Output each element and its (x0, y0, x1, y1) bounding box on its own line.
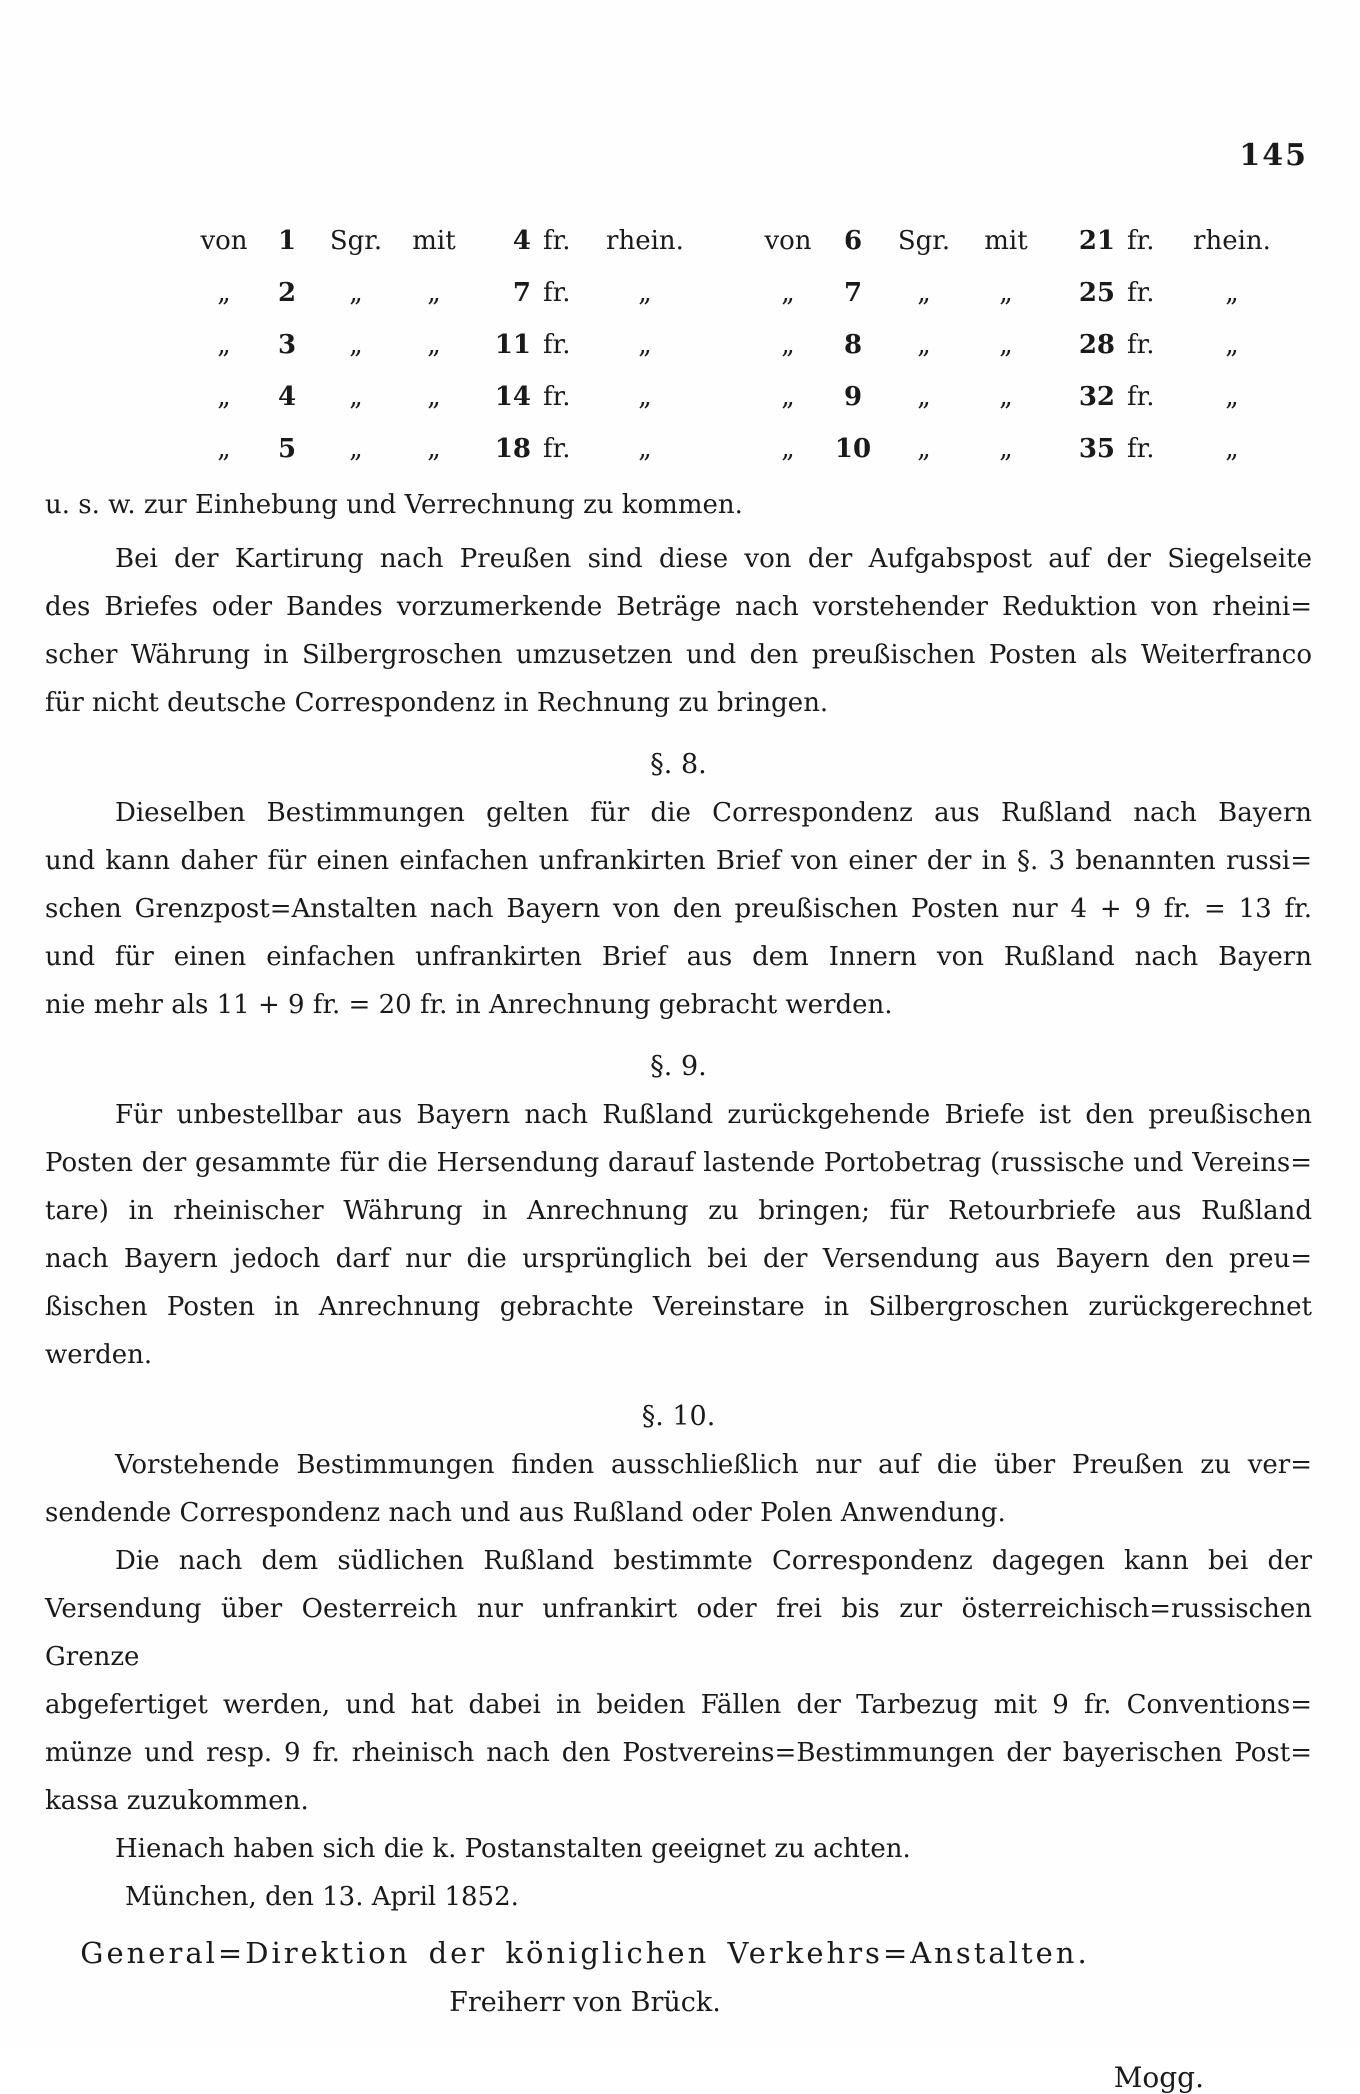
section-8-paragraph (45, 789, 1312, 1029)
table-cell: 11 (494, 330, 531, 360)
table-cell: „ (217, 382, 231, 412)
text-line: Posten der gesammte für die Hersendung darauf lastende Portobetrag (russische und Vereins= (45, 1148, 1312, 1178)
table-cell: 6 (843, 226, 863, 256)
text-line: und kann daher für einen einfachen unfrankirten Brief von einer der in §. 3 benannten russi= (45, 846, 1312, 876)
table-row (193, 267, 697, 319)
table-cell: 28 (1078, 330, 1115, 360)
closing-block (45, 1825, 1312, 1921)
text-line: für nicht deutsche Correspondenz in Rechnung zu bringen. (45, 688, 829, 718)
text-line: nie mehr als 11 + 9 fr. = 20 fr. in Anrechnung gebracht werden. (45, 990, 893, 1020)
table-cell: 35 (1078, 434, 1115, 464)
text-line: scher Währung in Silbergroschen umzusetzen und den preußischen Posten als Weiterfranco (45, 640, 1312, 670)
table-cell: „ (427, 434, 441, 464)
table-cell: „ (999, 330, 1013, 360)
table-cell: fr. (1127, 434, 1155, 464)
table-row (193, 319, 697, 371)
table-cell: von (200, 226, 248, 256)
table-cell: „ (781, 278, 795, 308)
text-line: Vorstehende Bestimmungen finden ausschließlich nur auf die über Preußen zu ver= (115, 1450, 1312, 1480)
table-cell: fr. (1127, 330, 1155, 360)
table-cell: „ (638, 330, 652, 360)
table-cell: 4 (277, 382, 297, 412)
table-row (193, 423, 697, 475)
table-cell: mit (412, 226, 456, 256)
authority-line: General=Direktion der königlichen Verkehrs=Anstalten. (80, 1936, 1090, 1970)
table-cell: 21 (1078, 226, 1115, 256)
table-row (757, 319, 1287, 371)
section-10 (45, 1393, 1312, 1825)
table-cell: mit (984, 226, 1028, 256)
table-cell: „ (1225, 278, 1239, 308)
table-cell: rhein. (606, 226, 684, 256)
table-cell: „ (349, 330, 363, 360)
table-row (757, 423, 1287, 475)
table-cell: „ (349, 278, 363, 308)
text-line: und für einen einfachen unfrankirten Brief aus dem Innern von Rußland nach Bayern (45, 942, 1312, 972)
section-10-heading: §. 10. (641, 1401, 716, 1432)
section-10-paragraph-1 (45, 1441, 1312, 1537)
text-line: Bei der Kartirung nach Preußen sind diese von der Aufgabspost auf der Siegelseite (115, 544, 1312, 574)
table-cell: „ (638, 278, 652, 308)
table-cell: „ (638, 382, 652, 412)
table-cell: 8 (843, 330, 863, 360)
table-cell: rhein. (1193, 226, 1271, 256)
table-cell: „ (217, 434, 231, 464)
table-cell: „ (917, 434, 931, 464)
table-cell: 7 (512, 278, 531, 308)
table-cell: „ (1225, 382, 1239, 412)
table-cell: fr. (1127, 226, 1155, 256)
text-line: schen Grenzpost=Anstalten nach Bayern von den preußischen Posten nur 4 + 9 fr. = 13 fr. (45, 894, 1312, 924)
table-cell: 18 (494, 434, 531, 464)
text-line: Dieselben Bestimmungen gelten für die Correspondenz aus Rußland nach Bayern (115, 798, 1312, 828)
table-cell: „ (999, 434, 1013, 464)
table-cell: 4 (512, 226, 531, 256)
text-line: ßischen Posten in Anrechnung gebrachte Vereinstare in Silbergroschen zurückgerechnet (45, 1292, 1312, 1322)
table-cell: fr. (543, 226, 571, 256)
table-cell: 9 (843, 382, 863, 412)
table-cell: „ (1225, 330, 1239, 360)
table-cell: von (764, 226, 812, 256)
signature-block (45, 1927, 1125, 2027)
section-9 (45, 1043, 1312, 1379)
table-cell: „ (917, 278, 931, 308)
table-cell: „ (917, 330, 931, 360)
table-row (757, 371, 1287, 423)
signer-line: Freiherr von Brück. (449, 1987, 721, 2018)
text-line: des Briefes oder Bandes vorzumerkende Beträge nach vorstehender Reduktion von rheini= (45, 592, 1312, 622)
table-cell: „ (917, 382, 931, 412)
table-cell: Sgr. (329, 226, 383, 256)
table-cell: 2 (277, 278, 297, 308)
page-number: 145 (1239, 138, 1308, 173)
table-cell: 7 (843, 278, 863, 308)
table-cell: „ (638, 434, 652, 464)
table-cell: „ (217, 330, 231, 360)
table-cell: „ (781, 382, 795, 412)
table-cell: 25 (1078, 278, 1115, 308)
table-cell: „ (999, 278, 1013, 308)
table-continuation-line: u. s. w. zur Einhebung und Verrechnung zu kommen. (45, 490, 743, 520)
conversion-table-right-column (757, 215, 1287, 475)
table-cell: 3 (277, 330, 297, 360)
table-cell: „ (349, 434, 363, 464)
table-cell: 14 (494, 382, 531, 412)
section-9-paragraph (45, 1091, 1312, 1379)
table-cell: 1 (277, 226, 297, 256)
text-line: kassa zuzukommen. (45, 1786, 309, 1816)
text-line: Versendung über Oesterreich nur unfrankirt oder frei bis zur österreichisch=russischen Grenze (45, 1594, 1312, 1672)
table-cell: fr. (543, 382, 571, 412)
section-8-heading: §. 8. (650, 749, 707, 780)
table-cell: fr. (543, 330, 571, 360)
paragraph-kartirung (45, 535, 1312, 727)
table-cell: „ (1225, 434, 1239, 464)
table-cell: 10 (834, 434, 872, 464)
table-row (757, 267, 1287, 319)
table-cell: „ (999, 382, 1013, 412)
conversion-table-left-column (193, 215, 697, 475)
table-cell: „ (427, 382, 441, 412)
text-line: tare) in rheinischer Währung in Anrechnung zu bringen; für Retourbriefe aus Rußland (45, 1196, 1312, 1226)
table-cell: 5 (277, 434, 297, 464)
table-cell: „ (217, 278, 231, 308)
text-line: sendende Correspondenz nach und aus Rußland oder Polen Anwendung. (45, 1498, 1006, 1528)
section-8 (45, 741, 1312, 1029)
table-cell: fr. (543, 278, 571, 308)
table-cell: „ (427, 278, 441, 308)
table-cell: fr. (1127, 278, 1155, 308)
text-line: nach Bayern jedoch darf nur die ursprünglich bei der Versendung aus Bayern den preu= (45, 1244, 1312, 1274)
text-line: Die nach dem südlichen Rußland bestimmte Correspondenz dagegen kann bei der (115, 1546, 1312, 1576)
text-line: werden. (45, 1340, 153, 1370)
dateline: München, den 13. April 1852. (125, 1882, 519, 1912)
table-cell: fr. (1127, 382, 1155, 412)
table-cell: „ (781, 434, 795, 464)
currency-conversion-table (193, 215, 1312, 475)
table-cell: „ (781, 330, 795, 360)
table-cell: „ (349, 382, 363, 412)
section-9-heading: §. 9. (650, 1051, 707, 1082)
text-line: abgefertiget werden, und hat dabei in beiden Fällen der Tarbezug mit 9 fr. Conventions= (45, 1690, 1312, 1720)
table-cell: Sgr. (897, 226, 951, 256)
table-cell: „ (427, 330, 441, 360)
table-row (193, 371, 697, 423)
table-row (757, 215, 1287, 267)
table-cell: fr. (543, 434, 571, 464)
text-line: Für unbestellbar aus Bayern nach Rußland zurückgehende Briefe ist den preußischen (115, 1100, 1312, 1130)
compositor-mark: Mogg. (1113, 2061, 1204, 2094)
closing-notice: Hienach haben sich die k. Postanstalten geeignet zu achten. (115, 1834, 911, 1864)
table-cell: 32 (1078, 382, 1115, 412)
table-row (193, 215, 697, 267)
text-line: münze und resp. 9 fr. rheinisch nach den Postvereins=Bestimmungen der bayerischen Post= (45, 1738, 1312, 1768)
section-10-paragraph-2 (45, 1537, 1312, 1825)
